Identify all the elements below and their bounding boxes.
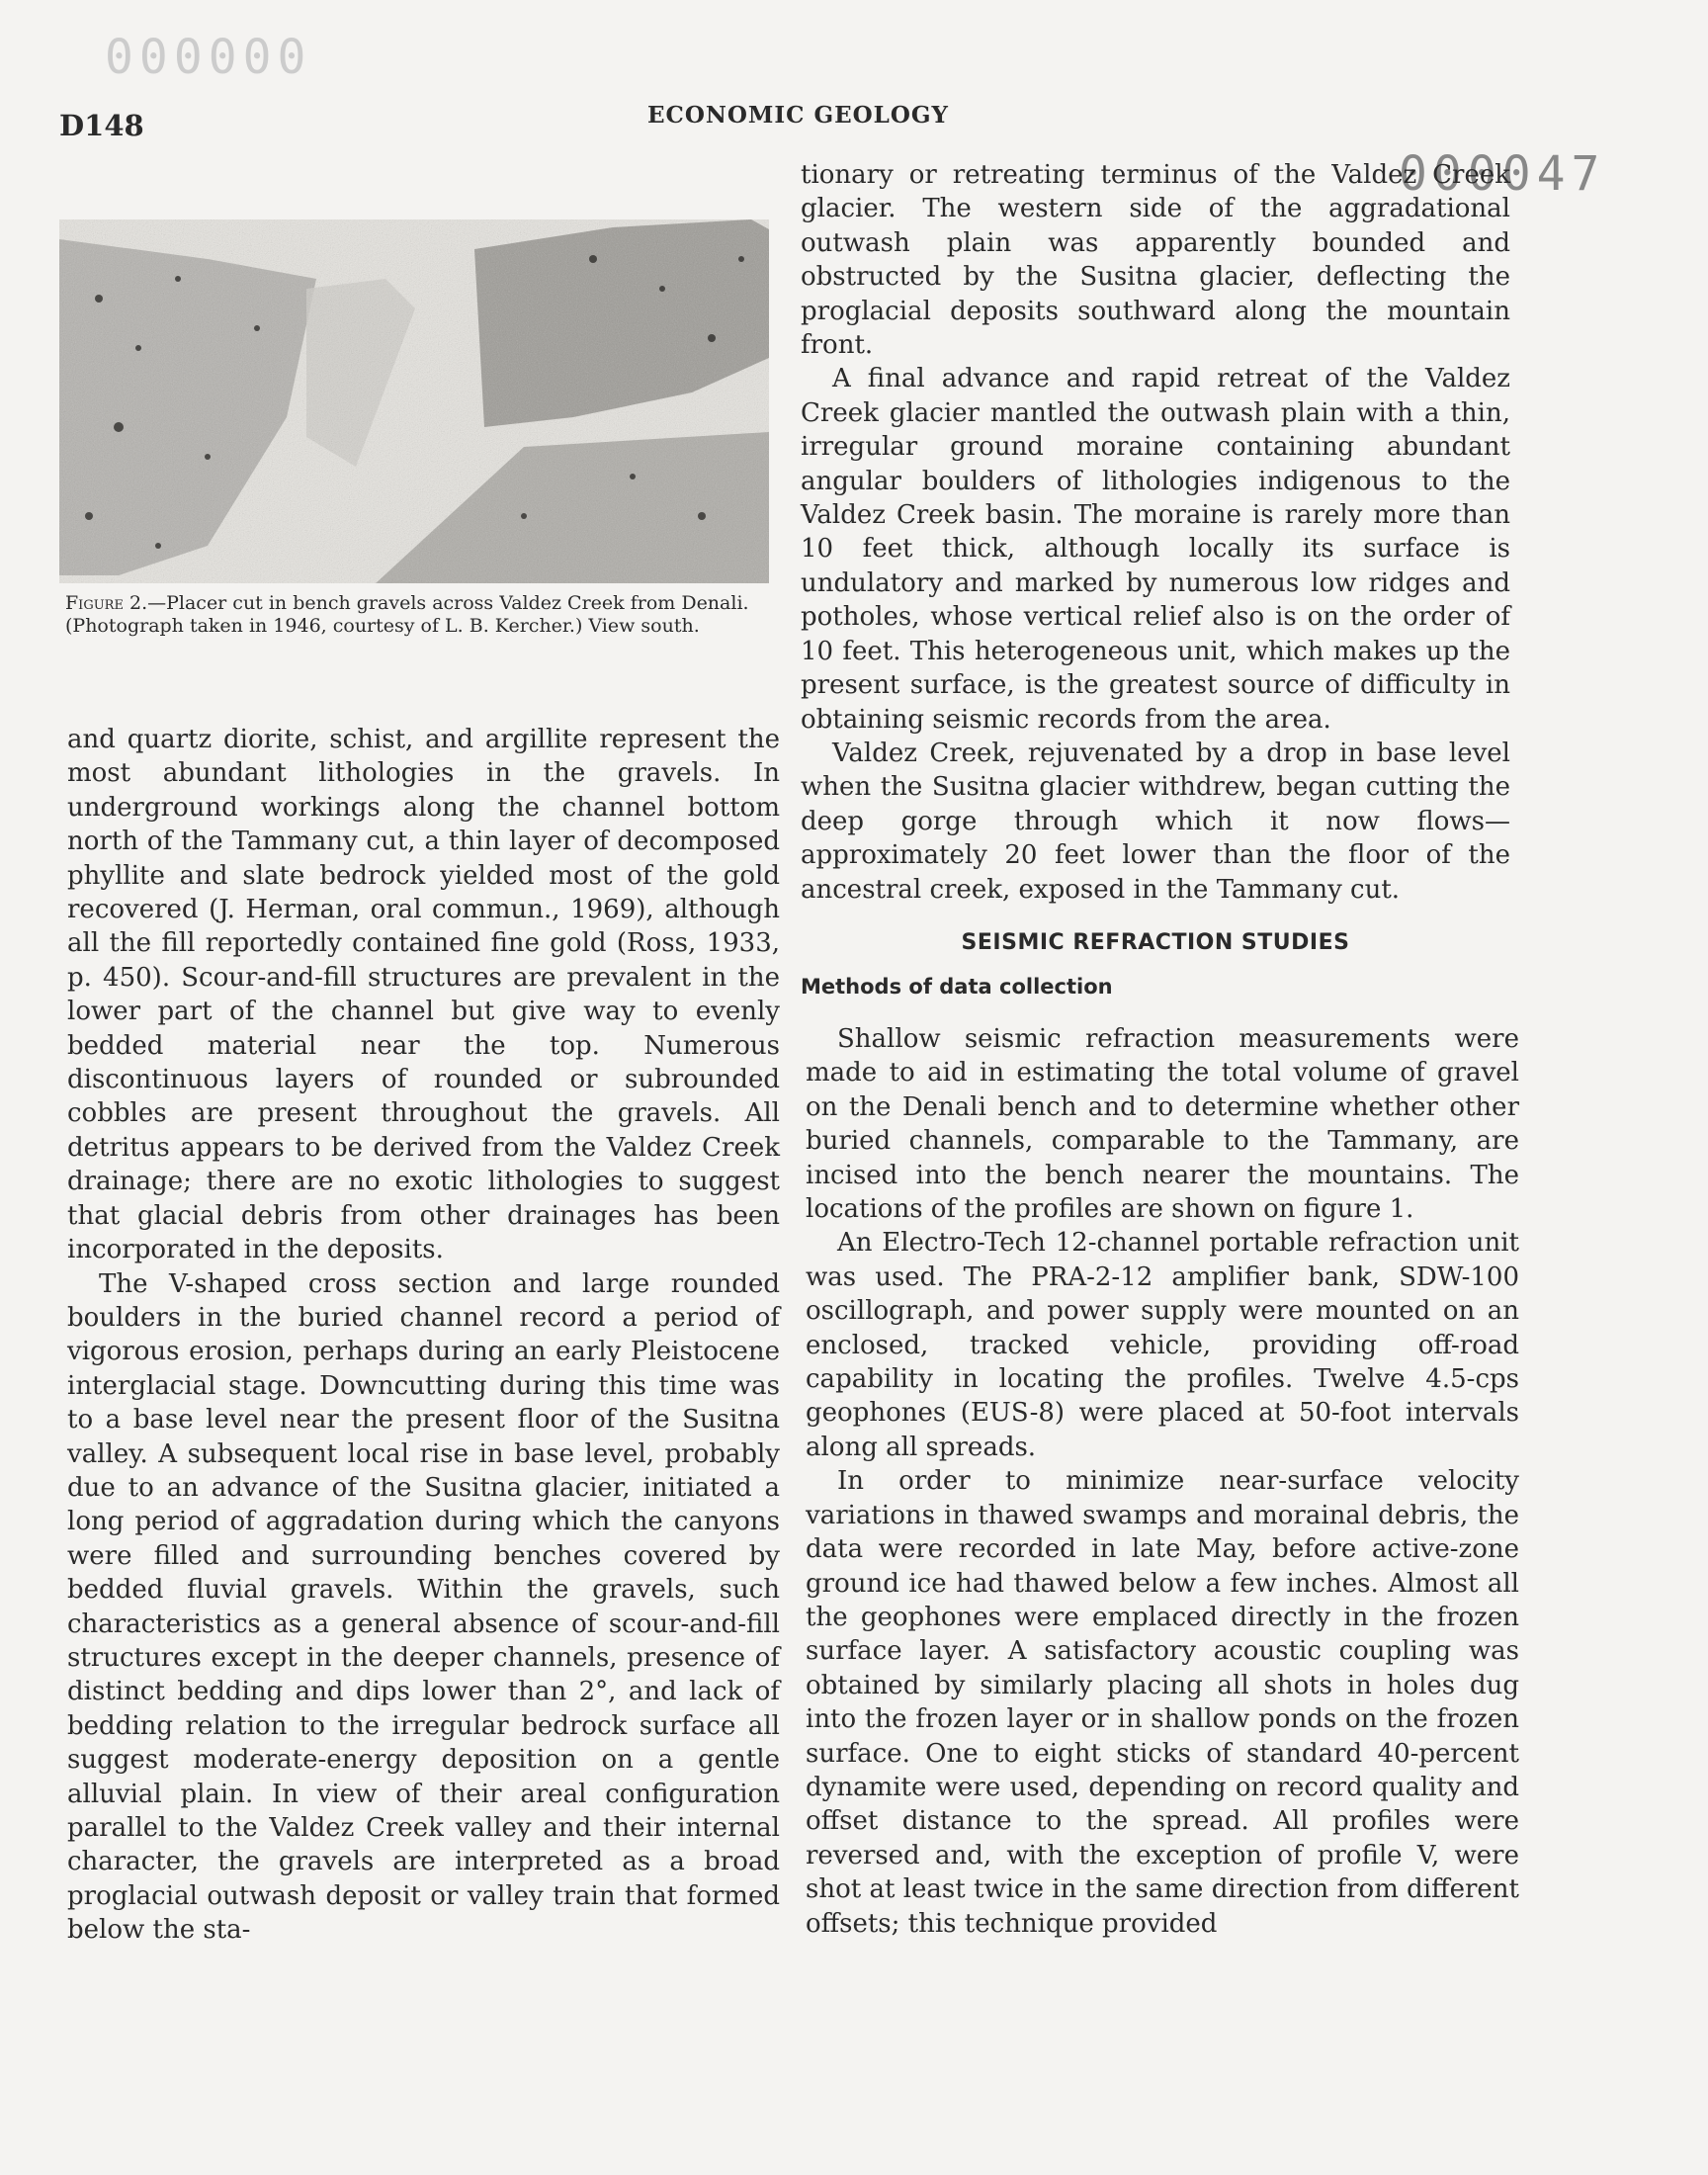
- running-title: ECONOMIC GEOLOGY: [647, 102, 949, 129]
- right-column-top: [801, 158, 1510, 1010]
- placer-cut-photograph: [59, 219, 769, 583]
- figure-label: Figure 2.: [65, 592, 148, 614]
- section-heading: SEISMIC REFRACTION STUDIES: [961, 929, 1350, 955]
- document-stamp: 000047: [1399, 146, 1606, 202]
- left-column: [67, 723, 780, 1948]
- page-number: D148: [59, 109, 144, 142]
- figure-caption-text: —Placer cut in bench gravels across Valdez Creek from Denali. (Photograph taken in 1946, courtesy of L. B. Kercher.) View south.: [65, 592, 749, 637]
- right-paragraph: tionary or retreating terminus of the Valdez Creek glacier. The western side of the aggradational outwash plain was apparently bounded and obstructed by the Susitna glacier, deflecting the proglacial deposits southward along the mountain front.: [801, 160, 1510, 361]
- left-paragraph: and quartz diorite, schist, and argillite represent the most abundant lithologies in the gravels. In underground workings along the channel bottom north of the Tammany cut, a thin layer of decomposed phyllite and slate bedrock yielded most of the gold recovered (J. Herman, oral commun., 1969), although all the fill reportedly contained fine gold (Ross, 1933, p. 450). Scour-and-fill structures are prevalent in the lower part of the channel but give way to evenly bedded material near the top. Numerous discontinuous layers of rounded or subrounded cobbles are present throughout the gravels. All detritus appears to be derived from the Valdez Creek drainage; there are no exotic lithologies to suggest that glacial debris from other drainages has been incorporated in the deposits.: [67, 725, 780, 1265]
- figure-caption: [65, 592, 769, 638]
- right-paragraph: In order to minimize near-surface velocity variations in thawed swamps and morainal debris, the data were recorded in late May, before active-zone ground ice had thawed below a few inches. Almost all the geophones were emplaced directly in the frozen surface layer. A satisfactory acoustic coupling was obtained by similarly placing all shots in holes dug into the frozen layer or in shallow ponds on the frozen surface. One to eight sticks of standard 40-percent dynamite were used, depending on record quality and offset distance to the spread. All profiles were reversed and, with the exception of profile V, were shot at least twice in the same direction from different offsets; this technique provided: [806, 1466, 1519, 1939]
- right-column-bottom: [806, 1022, 1519, 1941]
- faint-stamp-bleedthrough: 000000: [99, 30, 306, 85]
- right-paragraph: Valdez Creek, rejuvenated by a drop in base level when the Susitna glacier withdrew, began cutting the deep gorge through which it now flows—approximately 20 feet lower than the floor of the ancestral creek, exposed in the Tammany cut.: [801, 738, 1510, 905]
- right-paragraph: A final advance and rapid retreat of the Valdez Creek glacier mantled the outwash plain with a thin, irregular ground moraine containing abundant angular boulders of lithologies indigenous to the Valdez Creek basin. The moraine is rarely more than 10 feet thick, although locally its surface is undulatory and marked by numerous low ridges and potholes, whose vertical relief also is on the order of 10 feet. This heterogeneous unit, which makes up the present surface, is the greatest source of difficulty in obtaining seismic records from the area.: [801, 364, 1510, 735]
- right-paragraph: Shallow seismic refraction measurements were made to aid in estimating the total volume of gravel on the Denali bench and to determine whether other buried channels, comparable to the Tammany, are incised into the bench nearer the mountains. The locations of the profiles are shown on figure 1.: [806, 1024, 1519, 1225]
- subsection-heading: Methods of data collection: [801, 975, 1113, 1000]
- left-paragraph: The V-shaped cross section and large rounded boulders in the buried channel record a period of vigorous erosion, perhaps during an early Pleistocene interglacial stage. Downcutting during this time was to a base level near the present floor of the Susitna valley. A subsequent local rise in base level, probably due to an advance of the Susitna glacier, initiated a long period of aggradation during which the canyons were filled and surrounding benches covered by bedded fluvial gravels. Within the gravels, such characteristics as a general absence of scour-and-fill structures except in the deeper channels, presence of distinct bedding and dips lower than 2°, and lack of bedding relation to the irregular bedrock surface all suggest moderate-energy deposition on a gentle alluvial plain. In view of their areal configuration parallel to the Valdez Creek valley and their internal character, the gravels are interpreted as a broad proglacial outwash deposit or valley train that formed below the sta-: [67, 1268, 780, 1946]
- right-paragraph: An Electro-Tech 12-channel portable refraction unit was used. The PRA-2-12 amplifier bank, SDW-100 oscillograph, and power supply were mounted on an enclosed, tracked vehicle, providing off-road capability in locating the profiles. Twelve 4.5-cps geophones (EUS-8) were placed at 50-foot intervals along all spreads.: [806, 1228, 1519, 1462]
